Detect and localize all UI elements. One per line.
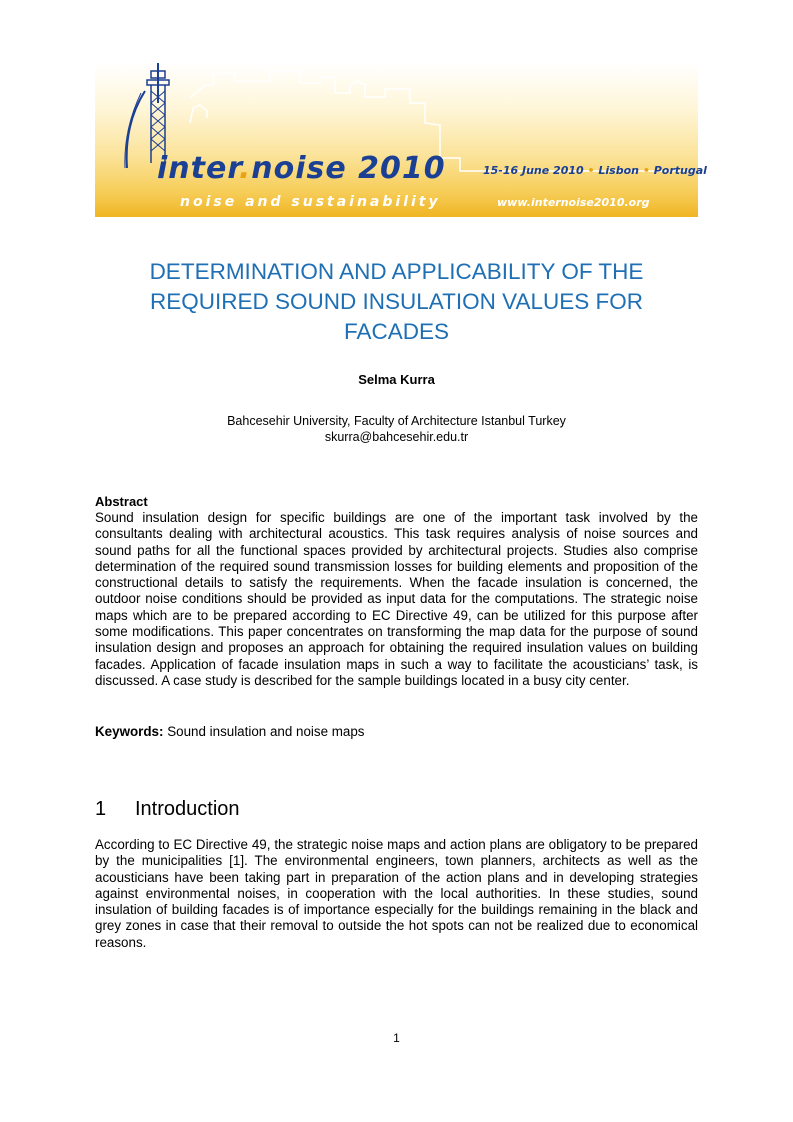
introduction-text: According to EC Directive 49, the strategic noise maps and action plans are obligatory to be prepared by the municipalities [1]. The environmental engineers, town planners, architects as well as the acousticians have been taking part in preparation of the action plans and in developing strategies against environmental noises, in cooperation with the local authorities. In these studies, sound insulation of building facades is of importance especially for the buildings remaining in the black and grey zones in case that their removal to outside the hot spots can not be realized due to economical reasons.	[95, 837, 698, 950]
author-name: Selma Kurra	[358, 372, 435, 387]
conference-tagline: noise and sustainability	[180, 194, 441, 210]
section-number: 1	[95, 798, 107, 820]
abstract-heading: Abstract	[95, 494, 148, 509]
paper-title: DETERMINATION AND APPLICABILITY OF THE REQUIRED SOUND INSULATION VALUES FOR FACADES	[149, 259, 644, 344]
conference-url: www.internoise2010.org	[497, 196, 650, 209]
keywords-text: Sound insulation and noise maps	[167, 724, 365, 739]
author-affiliation	[95, 413, 698, 445]
event-date-location: 15-16 June 2010 • Lisbon • Portugal	[483, 164, 707, 177]
affiliation-text: Bahcesehir University, Faculty of Architecture Istanbul Turkey	[227, 414, 566, 428]
page-number: 1	[393, 1031, 400, 1045]
section-heading-introduction	[95, 798, 240, 821]
conference-banner	[95, 63, 707, 217]
conference-logo: inter.noise 2010	[157, 151, 446, 186]
section-title: Introduction	[135, 798, 240, 820]
author-email: skurra@bahcesehir.edu.tr	[324, 430, 469, 444]
keywords-line	[95, 724, 698, 739]
keywords-label: Keywords:	[95, 724, 164, 739]
abstract-text: Sound insulation design for specific buildings are one of the important task involved by the consultants dealing with architectural acoustics. This task requires analysis of noise sources and sound paths for all the functional spaces provided by architectural projects. Studies also comprise determination of the required sound transmission losses for building elements and proposition of the constructional details to satisfy the requirements. When the facade insulation is concerned, the outdoor noise conditions should be provided as input data for the computations. The strategic noise maps which are to be prepared according to EC Directive 49, can be utilized for this purpose after some modifications. This paper concentrates on transforming the map data for the purpose of sound insulation design and proposes an approach for obtaining the required insulation values on building facades. Application of facade insulation maps in such a way to facilitate the acousticians’ task, is discussed. A case study is described for the sample buildings located in a busy city center.	[95, 510, 698, 688]
